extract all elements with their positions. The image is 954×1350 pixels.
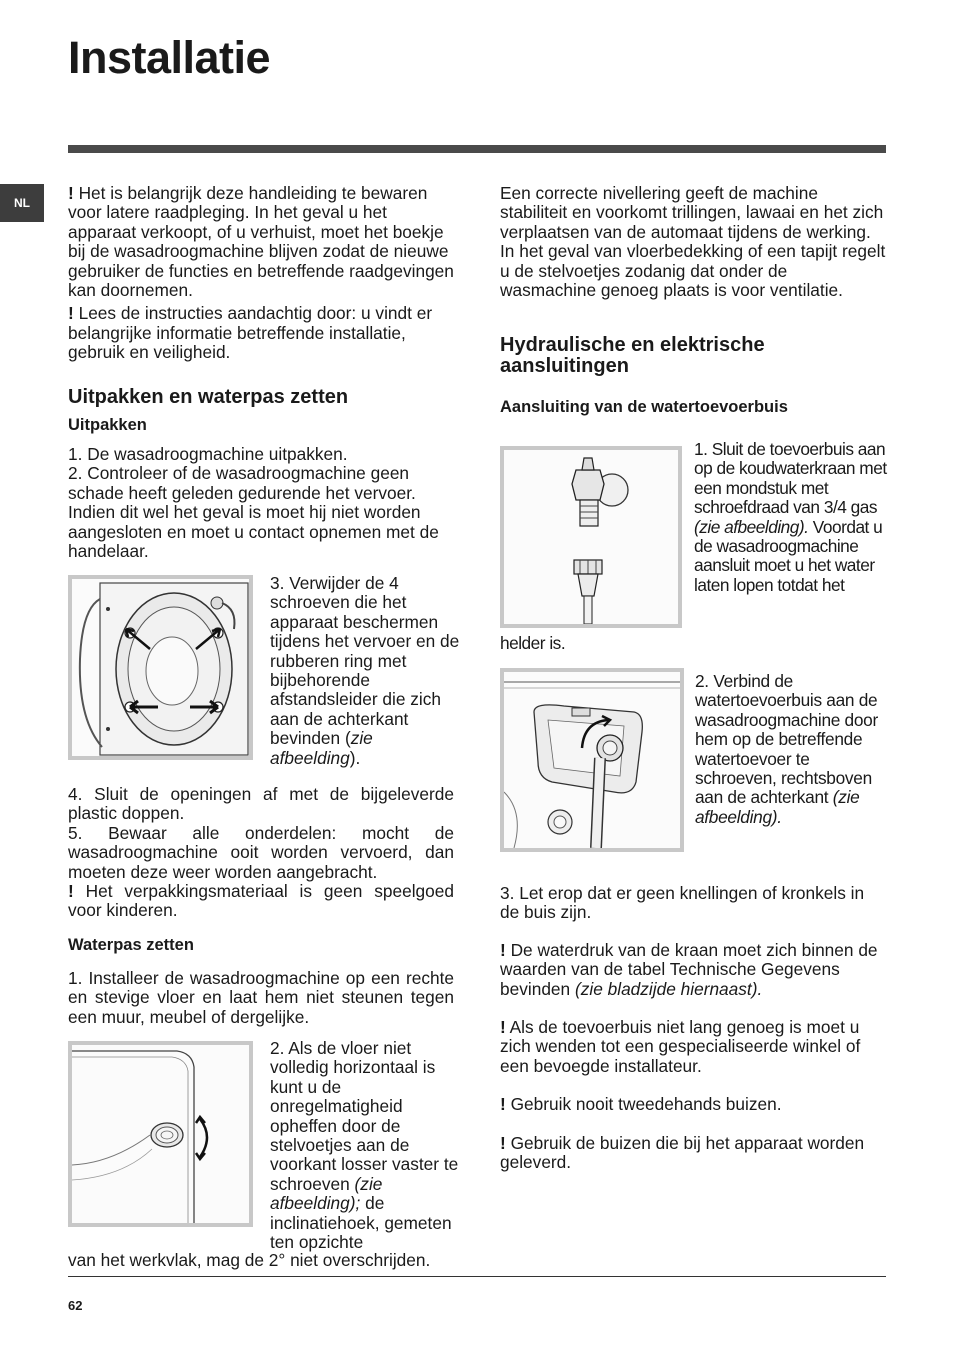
heading-unpack-level: Uitpakken en waterpas zetten — [68, 386, 349, 408]
unpack-step-5: 5. Bewaar alle onderdelen: mocht de wasadroogmachine ooit worden vervoerd, dan moeten deze weer worden aangebracht. — [68, 822, 454, 882]
subheading-inlet-hose: Aansluiting van de watertoevoerbuis — [500, 398, 788, 416]
unpack-step-3: 3. Verwijder de 4 schroeven die het apparaat beschermen tijdens het vervoer en de rubberen ring met bijbehorende afstandsleider die zich aan de achterkant bevinden (zie afbeelding). — [270, 573, 460, 768]
page-number: 62 — [68, 1298, 83, 1313]
warning-icon: ! — [68, 183, 74, 203]
figure-tap-hose — [500, 446, 682, 628]
level-step-2-end: van het werkvlak, mag de 2° niet overschrijden. — [68, 1250, 431, 1270]
unpack-step-4: 4. Sluit de openingen af met de bijgeleverde plastic doppen. — [68, 784, 454, 824]
hose-step-2: 2. Verbind de watertoevoerbuis aan de wasadroogmachine door hem op de betreffende watertoevoer te schroeven, rechtsboven aan de achterkant (zie afbeelding). — [695, 671, 878, 827]
hose-step-1: 1. Sluit de toevoerbuis aan op de koudwaterkraan met een mondstuk met schroefdraad van 3/4 gas (zie afbeelding). Voordat u de wasadroogmachine aansluit moet u het water laten lopen totdat het — [694, 439, 887, 595]
heading-connections: Hydraulische en elektrische aansluitingen — [500, 334, 765, 377]
warning-icon: ! — [500, 940, 506, 960]
hose-step-3: 3. Let erop dat er geen knellingen of kronkels in de buis zijn. — [500, 883, 865, 923]
figure-reference: (zie afbeelding). — [695, 787, 860, 827]
unpack-steps-continued — [68, 785, 454, 921]
figure-machine-back — [68, 575, 253, 760]
subheading-level: Waterpas zetten — [68, 936, 194, 954]
page-reference: (zie bladzijde hiernaast). — [574, 978, 763, 999]
pressure-warning: ! De waterdruk van de kraan moet zich binnen de waarden van de tabel Technische Gegevens bevinden (zie bladzijde hiernaast). — [500, 940, 878, 999]
level-step-2: 2. Als de vloer niet volledig horizontaal is kunt u de onregelmatigheid opheffen door de stelvoetjes aan de voorkant losser vaster te schroeven (zie afbeelding); de inclinatiehoek, gemeten ten opzichte — [270, 1038, 459, 1253]
figure-foot-adjust — [68, 1041, 253, 1227]
unpack-steps — [68, 445, 456, 561]
intro-paragraph-2: ! Lees de instructies aandachtig door: u vindt er belangrijke informatie betreffende installatie, gebruik en veiligheid. — [68, 303, 433, 363]
level-step-1: 1. Installeer de wasadroogmachine op een rechte en stevige vloer en laat hem niet steunen tegen een muur, meubel of dergelijke. — [68, 968, 454, 1027]
machine-back-illustration — [72, 579, 249, 756]
leveling-paragraph: Een correcte nivellering geeft de machine stabiliteit en voorkomt trillingen, lawaai en het zich verplaatsen van de automaat tijdens de werking. In het geval van vloerbedekking of een tapijt regelt u de stelvoetjes zodanig dat onder de wasmachine genoeg plaats is voor ventilatie. — [500, 183, 886, 301]
page-title: Installatie — [68, 32, 271, 83]
subheading-unpack: Uitpakken — [68, 416, 147, 434]
title-divider — [68, 145, 886, 153]
unpack-step-1: 1. De wasadroogmachine uitpakken. — [68, 444, 348, 464]
intro-block — [68, 184, 456, 363]
foot-adjust-illustration — [72, 1045, 249, 1223]
supplied-hose-warning: ! Gebruik de buizen die bij het apparaat worden geleverd. — [500, 1133, 865, 1173]
secondhand-warning: ! Gebruik nooit tweedehands buizen. — [500, 1094, 782, 1114]
unpack-step-2: 2. Controleer of de wasadroogmachine geen schade heeft geleden gedurende het vervoer. Indien dit wel het geval is moet hij niet worden aangesloten en moet u contact opnemen met de handelaar. — [68, 463, 439, 562]
figure-hose-connection — [500, 668, 684, 852]
hose-length-warning: ! Als de toevoerbuis niet lang genoeg is moet u zich wenden tot een gespecialiseerde winkel of een bevoegde installateur. — [500, 1017, 861, 1076]
warning-icon: ! — [500, 1133, 506, 1153]
packaging-warning: ! Het verpakkingsmateriaal is geen speelgoed voor kinderen. — [68, 881, 454, 921]
hose-step-1-end: helder is. — [500, 633, 566, 653]
language-tab: NL — [0, 184, 44, 222]
warning-icon: ! — [68, 881, 74, 902]
intro-paragraph-1: ! Het is belangrijk deze handleiding te bewaren voor latere raadpleging. In het geval u het apparaat verkoopt, of u verhuist, moet het boekje bij de wasadroogmachine blijven zodat de nieuwe gebruiker de functies en betreffende raadgevingen kan doornemen. — [68, 183, 454, 301]
tap-hose-illustration — [504, 450, 678, 624]
figure-reference: zie afbeelding — [270, 728, 373, 768]
warning-icon: ! — [68, 303, 74, 324]
warning-icon: ! — [500, 1094, 506, 1114]
figure-reference: (zie afbeelding). — [694, 516, 809, 537]
hose-connection-illustration — [504, 672, 680, 848]
warning-icon: ! — [500, 1017, 506, 1037]
footer-divider — [68, 1276, 886, 1277]
figure-reference: (zie afbeelding); — [270, 1173, 383, 1214]
